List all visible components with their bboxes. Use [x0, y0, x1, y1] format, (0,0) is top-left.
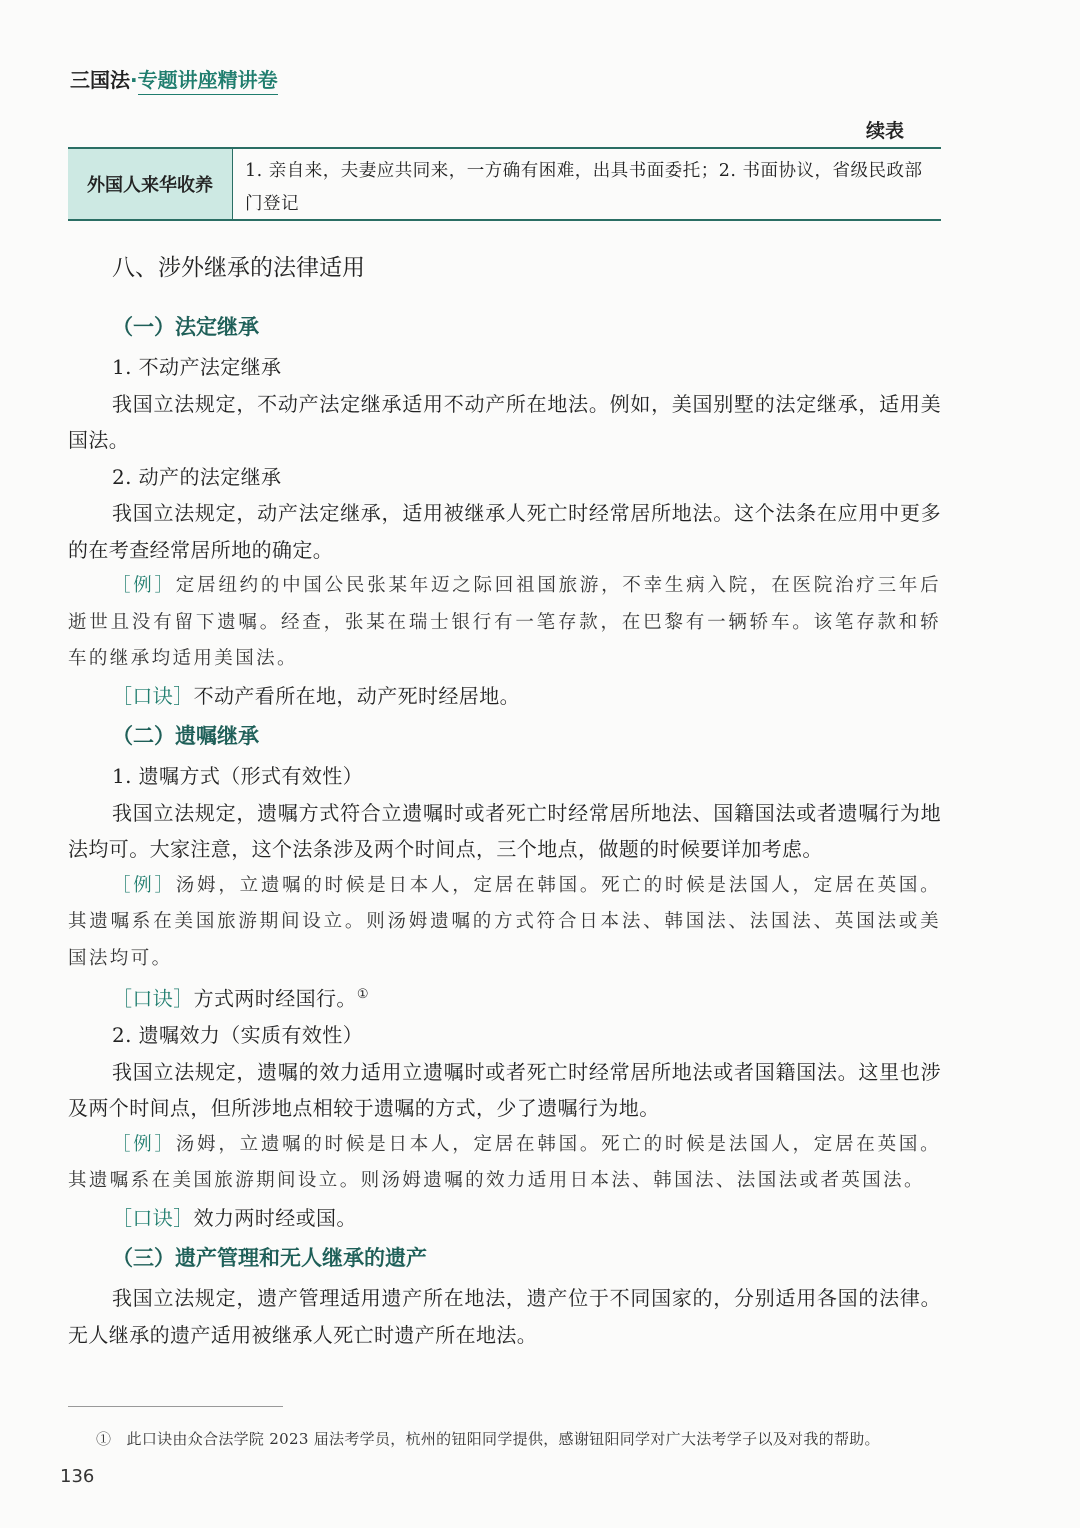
mnemonic-paragraph [68, 977, 941, 1017]
footnote [96, 1428, 880, 1449]
section-title: 八、涉外继承的法律适用 [112, 255, 365, 281]
main-content [68, 245, 941, 1353]
subsection-title-statutory: （一）法定继承 [112, 315, 259, 339]
example-tag: ［例］ [112, 874, 176, 896]
continued-table-label: 续表 [866, 120, 905, 142]
mnemonic-text: 方式两时经国行。 [193, 986, 357, 1011]
footnote-ref: ① [356, 987, 369, 1002]
mnemonic-tag: ［口诀］ [112, 683, 194, 708]
paragraph: 我国立法规定，遗嘱方式符合立遗嘱时或者死亡时经常居所地法、国籍国法或者遗嘱行为地法均可。大家注意，这个法条涉及两个时间点，三个地点，做题的时候要详加考虑。 [68, 800, 941, 861]
item-title: 2. 遗嘱效力（实质有效性） [112, 1023, 364, 1048]
paragraph: 我国立法规定，不动产法定继承适用不动产所在地法。例如，美国别墅的法定继承，适用美国法。 [68, 391, 941, 452]
mnemonic-text: 不动产看所在地，动产死时经居地。 [193, 683, 521, 708]
mnemonic-paragraph [68, 678, 941, 715]
example-paragraph [68, 568, 941, 678]
example-text: 定居纽约的中国公民张某年迈之际回祖国旅游，不幸生病入院，在医院治疗三年后逝世且没有留下遗嘱。经查，张某在瑞士银行有一笔存款，在巴黎有一辆轿车。该笔存款和轿车的继承均适用美国法。 [68, 575, 941, 669]
mnemonic-tag: ［口诀］ [112, 1205, 194, 1230]
item-title: 1. 不动产法定继承 [112, 355, 282, 379]
example-paragraph [68, 868, 941, 978]
subsection-title-estate: （三）遗产管理和无人继承的遗产 [112, 1246, 427, 1271]
example-text: 汤姆，立遗嘱的时候是日本人，定居在韩国。死亡的时候是法国人，定居在英国。其遗嘱系在美国旅游期间设立。则汤姆遗嘱的效力适用日本法、韩国法、法国法或者英国法。 [68, 1133, 941, 1192]
mnemonic-paragraph [68, 1200, 941, 1237]
running-header [70, 64, 278, 93]
page-number: 136 [60, 1466, 95, 1487]
example-paragraph [68, 1127, 941, 1200]
example-text: 汤姆，立遗嘱的时候是日本人，定居在韩国。死亡的时候是法国人，定居在英国。其遗嘱系在美国旅游期间设立。则汤姆遗嘱的方式符合日本法、韩国法、法国法、英国法或美国法均可。 [68, 874, 941, 969]
header-separator: · [130, 68, 138, 92]
footnote-text: 此口诀由众合法学院 2023 届法考学员，杭州的钮阳同学提供，感谢钮阳同学对广大法考学子以及对我的帮助。 [126, 1430, 880, 1448]
paragraph: 我国立法规定，动产法定继承，适用被继承人死亡时经常居所地法。这个法条在应用中更多的在考查经常居所地的确定。 [68, 501, 941, 562]
mnemonic-tag: ［口诀］ [112, 986, 194, 1011]
continued-table [68, 147, 941, 221]
paragraph: 我国立法规定，遗嘱的效力适用立遗嘱时或者死亡时经常居所地法或者国籍国法。这里也涉及两个时间点，但所涉地点相较于遗嘱的方式，少了遗嘱行为地。 [68, 1059, 941, 1121]
volume-title: 专题讲座精讲卷 [138, 68, 278, 95]
example-tag: ［例］ [112, 1133, 176, 1155]
item-title: 1. 遗嘱方式（形式有效性） [112, 764, 364, 788]
paragraph: 我国立法规定，遗产管理适用遗产所在地法，遗产位于不同国家的，分别适用各国的法律。无人继承的遗产适用被继承人死亡时遗产所在地法。 [68, 1286, 941, 1347]
subsection-title-will: （二）遗嘱继承 [112, 724, 259, 748]
book-title: 三国法 [70, 68, 130, 92]
table-row-header: 外国人来华收养 [68, 149, 233, 219]
footnote-divider [68, 1406, 283, 1407]
table-cell: 1. 亲自来，夫妻应共同来，一方确有困难，出具书面委托；2. 书面协议，省级民政部门登记 [245, 161, 923, 214]
footnote-mark: ① [96, 1430, 112, 1448]
example-tag: ［例］ [112, 575, 176, 596]
item-title: 2. 动产的法定继承 [112, 464, 282, 489]
mnemonic-text: 效力两时经或国。 [193, 1205, 357, 1230]
